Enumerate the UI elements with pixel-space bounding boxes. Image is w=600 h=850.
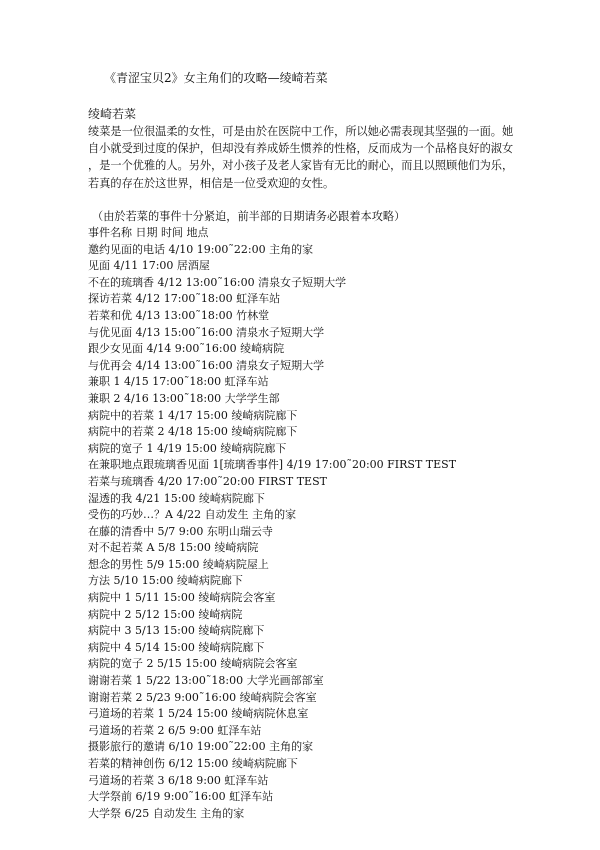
event-row: 湿透的我 4/21 15:00 绫崎病院廊下 (88, 491, 265, 505)
event-row: 想念的男性 5/9 15:00 绫崎病院屋上 (88, 557, 269, 571)
document-title: 《青涩宝贝2》女主角们的攻略—绫崎若菜 (104, 71, 328, 85)
event-row: 邀约见面的电话 4/10 19:00˜22:00 主角的家 (88, 242, 314, 256)
event-row: 受伤的巧妙…？A 4/22 自动发生 主角的家 (88, 508, 297, 522)
event-row: 病院中 4 5/14 15:00 绫崎病院廊下 (88, 640, 265, 654)
event-row: 见面 4/11 17:00 居酒屋 (88, 259, 210, 273)
event-row: 兼职 2 4/16 13:00˜18:00 大学学生部 (88, 391, 280, 405)
event-row: 与优再会 4/14 13:00˜16:00 清泉女子短期大学 (88, 358, 325, 372)
event-row: 若菜与琉璃香 4/20 17:00˜20:00 FIRST TEST (88, 474, 327, 488)
event-row: 谢谢若菜 2 5/23 9:00˜16:00 绫崎病院会客室 (88, 690, 317, 704)
event-row: 与优见面 4/13 15:00˜16:00 清泉水子短期大学 (88, 325, 325, 339)
intro-line: 绫菜是一位很温柔的女性，可是由於在医院中工作，所以她必需表现其坚强的一面。她 (88, 125, 514, 138)
event-row: 对不起若菜 A 5/8 15:00 绫崎病院 (88, 541, 259, 555)
event-row: 摄影旅行的邀请 6/10 19:00˜22:00 主角的家 (88, 740, 314, 754)
event-row: 不在的琉璃香 4/12 13:00˜16:00 清泉女子短期大学 (88, 275, 347, 289)
event-row: 在兼职地点跟琉璃香见面 1[琉璃香事件] 4/19 17:00˜20:00 FIRST TEST (88, 458, 457, 472)
schedule-note: （由於若菜的事件十分紧迫，前半部的日期请务必跟着本攻略） (92, 210, 406, 223)
event-row: 弓道场的若菜 3 6/18 9:00 虹泽车站 (88, 773, 269, 787)
event-row: 病院中 1 5/11 15:00 绫崎病院会客室 (88, 591, 276, 605)
event-list (88, 225, 456, 822)
event-row: 病院中的若菜 2 4/18 15:00 绫崎病院廊下 (88, 425, 298, 439)
event-row: 弓道场的若菜 1 5/24 15:00 绫崎病院休息室 (88, 707, 309, 721)
event-row: 在藤的清香中 5/7 9:00 东明山瑞云寺 (88, 524, 273, 538)
event-table-header: 事件名称 日期 时间 地点 (88, 226, 209, 239)
event-row: 若菜和优 4/13 13:00˜18:00 竹林堂 (88, 308, 270, 322)
event-row: 病院中的若菜 1 4/17 15:00 绫崎病院廊下 (88, 408, 298, 422)
intro-line: ，是一个优雅的人。另外，对小孩子及老人家皆有无比的耐心，而且以照顾他们为乐， (88, 159, 514, 173)
event-row: 弓道场的若菜 2 6/5 9:00 虹泽车站 (88, 723, 262, 737)
event-row: 病院中 3 5/13 15:00 绫崎病院廊下 (88, 624, 265, 638)
event-row: 大学祭前 6/19 9:00˜16:00 虹泽车站 (88, 790, 274, 804)
intro-line: 自小就受到过度的保护，但却没有养成娇生惯养的性格，反而成为一个品格良好的淑女 (88, 142, 514, 156)
event-row: 病院的宽子 2 5/15 15:00 绫崎病院会客室 (88, 657, 298, 671)
event-row: 病院的宽子 1 4/19 15:00 绫崎病院廊下 (88, 441, 287, 455)
event-row: 方法 5/10 15:00 绫崎病院廊下 (88, 574, 243, 588)
intro-line: 若真的存在於这世界，相信是一位受欢迎的女性。 (88, 176, 335, 190)
character-intro (88, 123, 516, 192)
event-row: 兼职 1 4/15 17:00˜18:00 虹泽车站 (88, 375, 269, 389)
event-row: 病院中 2 5/12 15:00 绫崎病院 (88, 607, 243, 621)
event-row: 探访若菜 4/12 17:00˜18:00 虹泽车站 (88, 292, 281, 306)
event-row: 大学祭 6/25 自动发生 主角的家 (88, 806, 245, 820)
event-row: 跟少女见面 4/14 9:00˜16:00 绫崎病院 (88, 342, 285, 356)
section-heading: 绫崎若菜 (88, 107, 137, 121)
event-row: 谢谢若菜 1 5/22 13:00˜18:00 大学光画部部室 (88, 674, 324, 688)
event-row: 若菜的精神创伤 6/12 15:00 绫崎病院廊下 (88, 757, 298, 770)
